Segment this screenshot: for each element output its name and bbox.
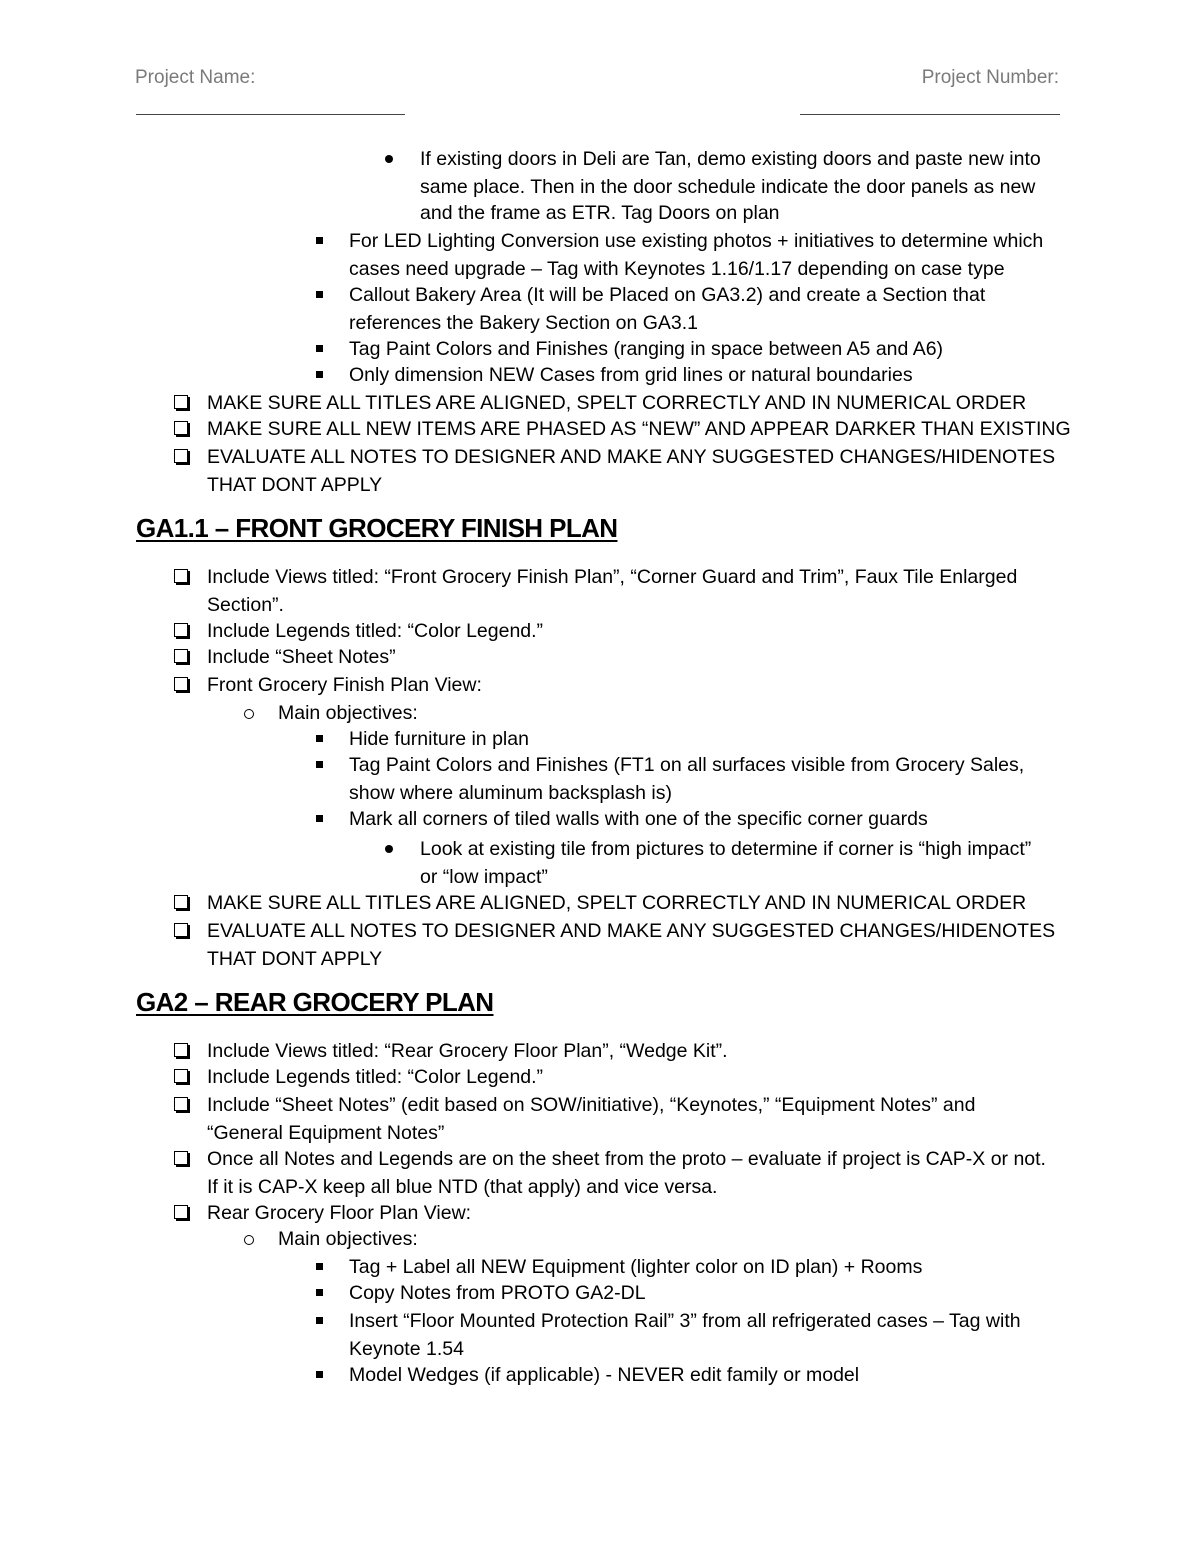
text-line: If it is CAP-X keep all blue NTD (that apply) and vice versa. (207, 1176, 718, 1198)
text-line: Once all Notes and Legends are on the sheet from the proto – evaluate if project is CAP-X or not. (207, 1148, 1046, 1170)
checkbox[interactable] (174, 1069, 188, 1083)
square-bullet (316, 237, 323, 244)
square-bullet (316, 735, 323, 742)
text-line: EVALUATE ALL NOTES TO DESIGNER AND MAKE ANY SUGGESTED CHANGES/HIDENOTES (207, 446, 1056, 468)
text-line: or “low impact” (420, 866, 548, 888)
text-line: Include “Sheet Notes” (edit based on SOW/initiative), “Keynotes,” “Equipment Notes” and (207, 1094, 976, 1116)
square-bullet (316, 291, 323, 298)
text-line: Look at existing tile from pictures to determine if corner is “high impact” (420, 838, 1032, 860)
text-line: For LED Lighting Conversion use existing photos + initiatives to determine which (349, 230, 1044, 252)
text-line: Hide furniture in plan (349, 728, 529, 750)
text-line: references the Bakery Section on GA3.1 (349, 312, 699, 334)
text-line: Tag Paint Colors and Finishes (ranging in space between A5 and A6) (349, 338, 944, 360)
square-bullet (316, 371, 323, 378)
circle-bullet (244, 1235, 254, 1245)
text-line: Copy Notes from PROTO GA2-DL (349, 1282, 646, 1304)
text-line: MAKE SURE ALL TITLES ARE ALIGNED, SPELT CORRECTLY AND IN NUMERICAL ORDER (207, 892, 1027, 914)
checkbox[interactable] (174, 449, 188, 463)
text-line: Tag Paint Colors and Finishes (FT1 on all surfaces visible from Grocery Sales, (349, 754, 1025, 776)
project-number-label: Project Number: (921, 67, 1059, 88)
text-line: cases need upgrade – Tag with Keynotes 1.16/1.17 depending on case type (349, 258, 1005, 280)
square-bullet (316, 815, 323, 822)
square-bullet (316, 1317, 323, 1324)
text-line: Main objectives: (278, 1228, 418, 1250)
text-line: EVALUATE ALL NOTES TO DESIGNER AND MAKE ANY SUGGESTED CHANGES/HIDENOTES (207, 920, 1056, 942)
text-line: Tag + Label all NEW Equipment (lighter color on ID plan) + Rooms (349, 1256, 923, 1278)
section-heading-ga2: GA2 – REAR GROCERY PLAN (136, 987, 494, 1017)
checkbox[interactable] (174, 569, 188, 583)
checkbox[interactable] (174, 395, 188, 409)
text-line: If existing doors in Deli are Tan, demo existing doors and paste new into (420, 148, 1041, 170)
text-line: MAKE SURE ALL NEW ITEMS ARE PHASED AS “NEW” AND APPEAR DARKER THAN EXISTING (207, 418, 1071, 440)
checkbox[interactable] (174, 421, 188, 435)
bullet-dot (385, 155, 393, 163)
text-line: Callout Bakery Area (It will be Placed on GA3.2) and create a Section that (349, 284, 986, 306)
checkbox[interactable] (174, 1043, 188, 1057)
square-bullet (316, 1289, 323, 1296)
checkbox[interactable] (174, 1097, 188, 1111)
project-name-line (136, 114, 405, 115)
text-line: Rear Grocery Floor Plan View: (207, 1202, 472, 1224)
text-line: MAKE SURE ALL TITLES ARE ALIGNED, SPELT CORRECTLY AND IN NUMERICAL ORDER (207, 392, 1027, 414)
text-line: show where aluminum backsplash is) (349, 782, 672, 804)
project-name-label: Project Name: (135, 67, 256, 88)
circle-bullet (244, 709, 254, 719)
text-line: Keynote 1.54 (349, 1338, 464, 1360)
text-line: Only dimension NEW Cases from grid lines or natural boundaries (349, 364, 913, 386)
square-bullet (316, 345, 323, 352)
text-line: “General Equipment Notes” (207, 1122, 445, 1144)
text-line: Mark all corners of tiled walls with one of the specific corner guards (349, 808, 928, 830)
bullet-dot (385, 845, 393, 853)
square-bullet (316, 1371, 323, 1378)
text-line: Section”. (207, 594, 284, 616)
checkbox[interactable] (174, 649, 188, 663)
project-number-line (800, 114, 1060, 115)
checkbox[interactable] (174, 923, 188, 937)
checkbox[interactable] (174, 1151, 188, 1165)
text-line: THAT DONT APPLY (207, 474, 383, 496)
section-heading-ga1-1: GA1.1 – FRONT GROCERY FINISH PLAN (136, 513, 618, 543)
square-bullet (316, 1263, 323, 1270)
text-line: Main objectives: (278, 702, 418, 724)
text-line: same place. Then in the door schedule indicate the door panels as new (420, 176, 1036, 198)
text-line: Model Wedges (if applicable) - NEVER edit family or model (349, 1364, 860, 1386)
text-line: Include Legends titled: “Color Legend.” (207, 1066, 544, 1088)
square-bullet (316, 761, 323, 768)
checkbox[interactable] (174, 895, 188, 909)
checkbox[interactable] (174, 623, 188, 637)
text-line: Insert “Floor Mounted Protection Rail” 3” from all refrigerated cases – Tag with (349, 1310, 1021, 1332)
checkbox[interactable] (174, 677, 188, 691)
text-line: Include Legends titled: “Color Legend.” (207, 620, 544, 642)
text-line: Include Views titled: “Front Grocery Finish Plan”, “Corner Guard and Trim”, Faux Tile Enlarged (207, 566, 1018, 588)
text-line: THAT DONT APPLY (207, 948, 383, 970)
text-line: Front Grocery Finish Plan View: (207, 674, 482, 696)
text-line: and the frame as ETR. Tag Doors on plan (420, 202, 780, 224)
text-line: Include Views titled: “Rear Grocery Floor Plan”, “Wedge Kit”. (207, 1040, 728, 1062)
checkbox[interactable] (174, 1205, 188, 1219)
text-line: Include “Sheet Notes” (207, 646, 396, 668)
